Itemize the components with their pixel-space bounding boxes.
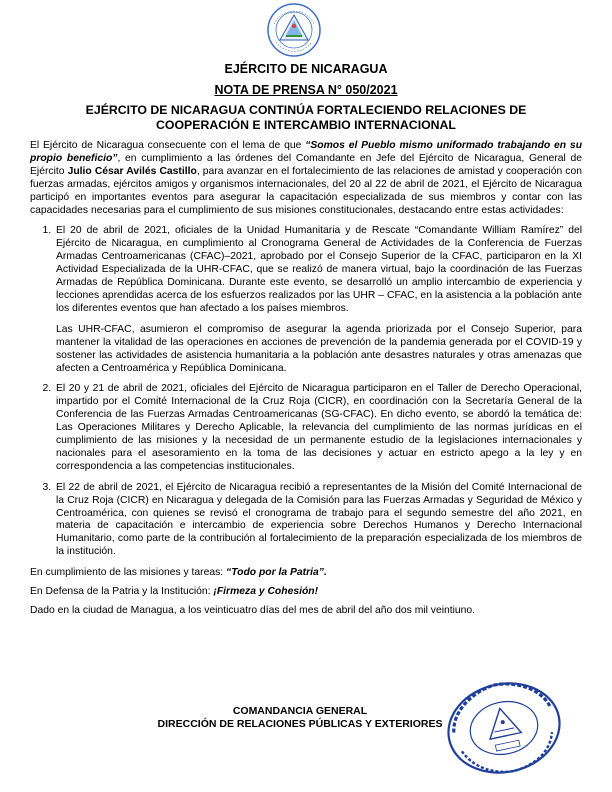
press-release-body <box>30 140 582 624</box>
intro-paragraph <box>30 140 582 217</box>
signature-line-1: COMANDANCIA GENERAL <box>232 705 368 717</box>
closing-motto-2: ¡Firmeza y Cohesión! <box>213 586 319 598</box>
list-item <box>54 383 582 473</box>
list-item <box>54 482 582 559</box>
item-2-paragraph-1: 2. El 20 y 21 de abril de 2021, oficiales del Ejército de Nicaragua participaron en el Taller de Derecho Operacional, impartido por el Comité Internacional de la Cruz Roja (CICR), en coordinación con la Secretaría General de la Conferencia de las Fuerzas Armadas Centroamericanas (SG-CFAC). En dicho evento, se abordó la temática de: Las Operaciones Militares y Derecho Aplicable, la relevancia del cumplimiento de las normas jurídicas en el cumplimiento de las misiones y la necesidad de un permanente estudio de la legislaciones internacionales y nacionales para el asesoramiento en la toma de las decisiones y actuar en estricto apego a la ley y en correspondencia a las competencias institucionales. <box>56 383 582 472</box>
item-1-paragraph-2: Las UHR-CFAC, asumieron el compromiso de asegurar la agenda priorizada por el Consejo Superior, para mantener la vitalidad de las operaciones en acciones de prevención de la pandemia generada por el COVID-19 y sostener las actividades de asistencia humanitaria a la población ante desastres naturales y otras amenazas que afecten a Centroamérica y República Dominicana. <box>56 323 582 374</box>
signature-line-2: DIRECCIÓN DE RELACIONES PÚBLICAS Y EXTERIORES <box>157 718 443 730</box>
item-1-paragraph-1: 1. El 20 de abril de 2021, oficiales de la Unidad Humanitaria y de Rescate “Comandante William Ramírez” del Ejército de Nicaragua, en cumplimiento al Cronograma General de Actividades de la Conferencia de Fuerzas Armadas Centroamericanas (CFAC)–2021, aprobado por el Consejo Superior de la CFAC, participaron en la XI Actividad Especializada de la UHR-CFAC, que se realizó de manera virtual, bajo la coordinación de las Fuerzas Armadas de República Dominicana. Durante este evento, se desarrolló un amplio intercambio de experiencia y lecciones aprendidas acerca de los esfuerzos realizados por las UHR – CFAC, en la asistencia a la población ante los diferentes eventos que han afectado a los países miembros. <box>56 225 582 314</box>
closing-section <box>30 567 582 618</box>
nicaragua-coat-of-arms-icon <box>262 2 326 58</box>
signature-block <box>130 705 470 731</box>
title-line-1: EJÉRCITO DE NICARAGUA CONTINÚA FORTALECIENDO RELACIONES DE <box>85 103 527 117</box>
intro-text-3: , para avanzar en el fortalecimiento de las relaciones de amistad y cooperación con fuerzas armadas, ejércitos amigos y organismos internacionales, del 20 al 22 de abril de 2021, el Ejército de Nicaragua participó en importantes eventos para asegurar la capacitación especializada de sus miembros y contar con las capacidades necesarias para el cumplimiento de sus misiones constitucionales, destacando entre estas actividades: <box>30 165 582 216</box>
closing-line-2 <box>30 586 582 599</box>
press-note-number: NOTA DE PRENSA N° 050/2021 <box>214 83 398 97</box>
press-release-title <box>0 103 612 133</box>
official-stamp-icon <box>440 678 568 778</box>
intro-text-2: , en cumplimiento a las órdenes del Comandante en Jefe del Ejército de Nicaragua, General de Ejército <box>30 152 583 177</box>
intro-motto: “Somos el Pueblo mismo uniformado trabajando en su propio beneficio” <box>30 140 583 164</box>
closing-motto-1: “Todo por la Patria”. <box>226 567 327 579</box>
commander-name: Julio César Avilés Castillo <box>67 165 197 177</box>
closing-text-2: En Defensa de la Patria y la Institución: <box>30 586 214 598</box>
closing-line-1 <box>30 567 582 580</box>
closing-text-1: En cumplimiento de las misiones y tareas: <box>30 567 227 579</box>
activities-list <box>30 225 582 559</box>
intro-text-1: El Ejército de Nicaragua consecuente con el lema de que <box>30 140 306 151</box>
organization-heading: EJÉRCITO DE NICARAGUA <box>224 62 388 76</box>
closing-line-3: Dado en la ciudad de Managua, a los veinticuatro días del mes de abril del año dos mil veintiuno. <box>30 605 476 616</box>
title-line-2: COOPERACIÓN E INTERCAMBIO INTERNACIONAL <box>156 118 456 132</box>
list-item <box>54 225 582 375</box>
item-3-paragraph-1: 3. El 22 de abril de 2021, el Ejército de Nicaragua recibió a representantes de la Misión del Comité Internacional de la Cruz Roja (CICR) en Nicaragua y delegada de la Comisión para las Fuerzas Armadas y Seguridad de México y Centroamérica, con quienes se revisó el cronograma de trabajo para el segundo semestre del año 2021, en materia de capacitación e intercambio de experiencia sobre Derechos Humanos y Derecho Internacional Humanitario, como parte de la contribución al fortalecimiento de la preparación especializada de los miembros de la institución. <box>56 481 582 558</box>
